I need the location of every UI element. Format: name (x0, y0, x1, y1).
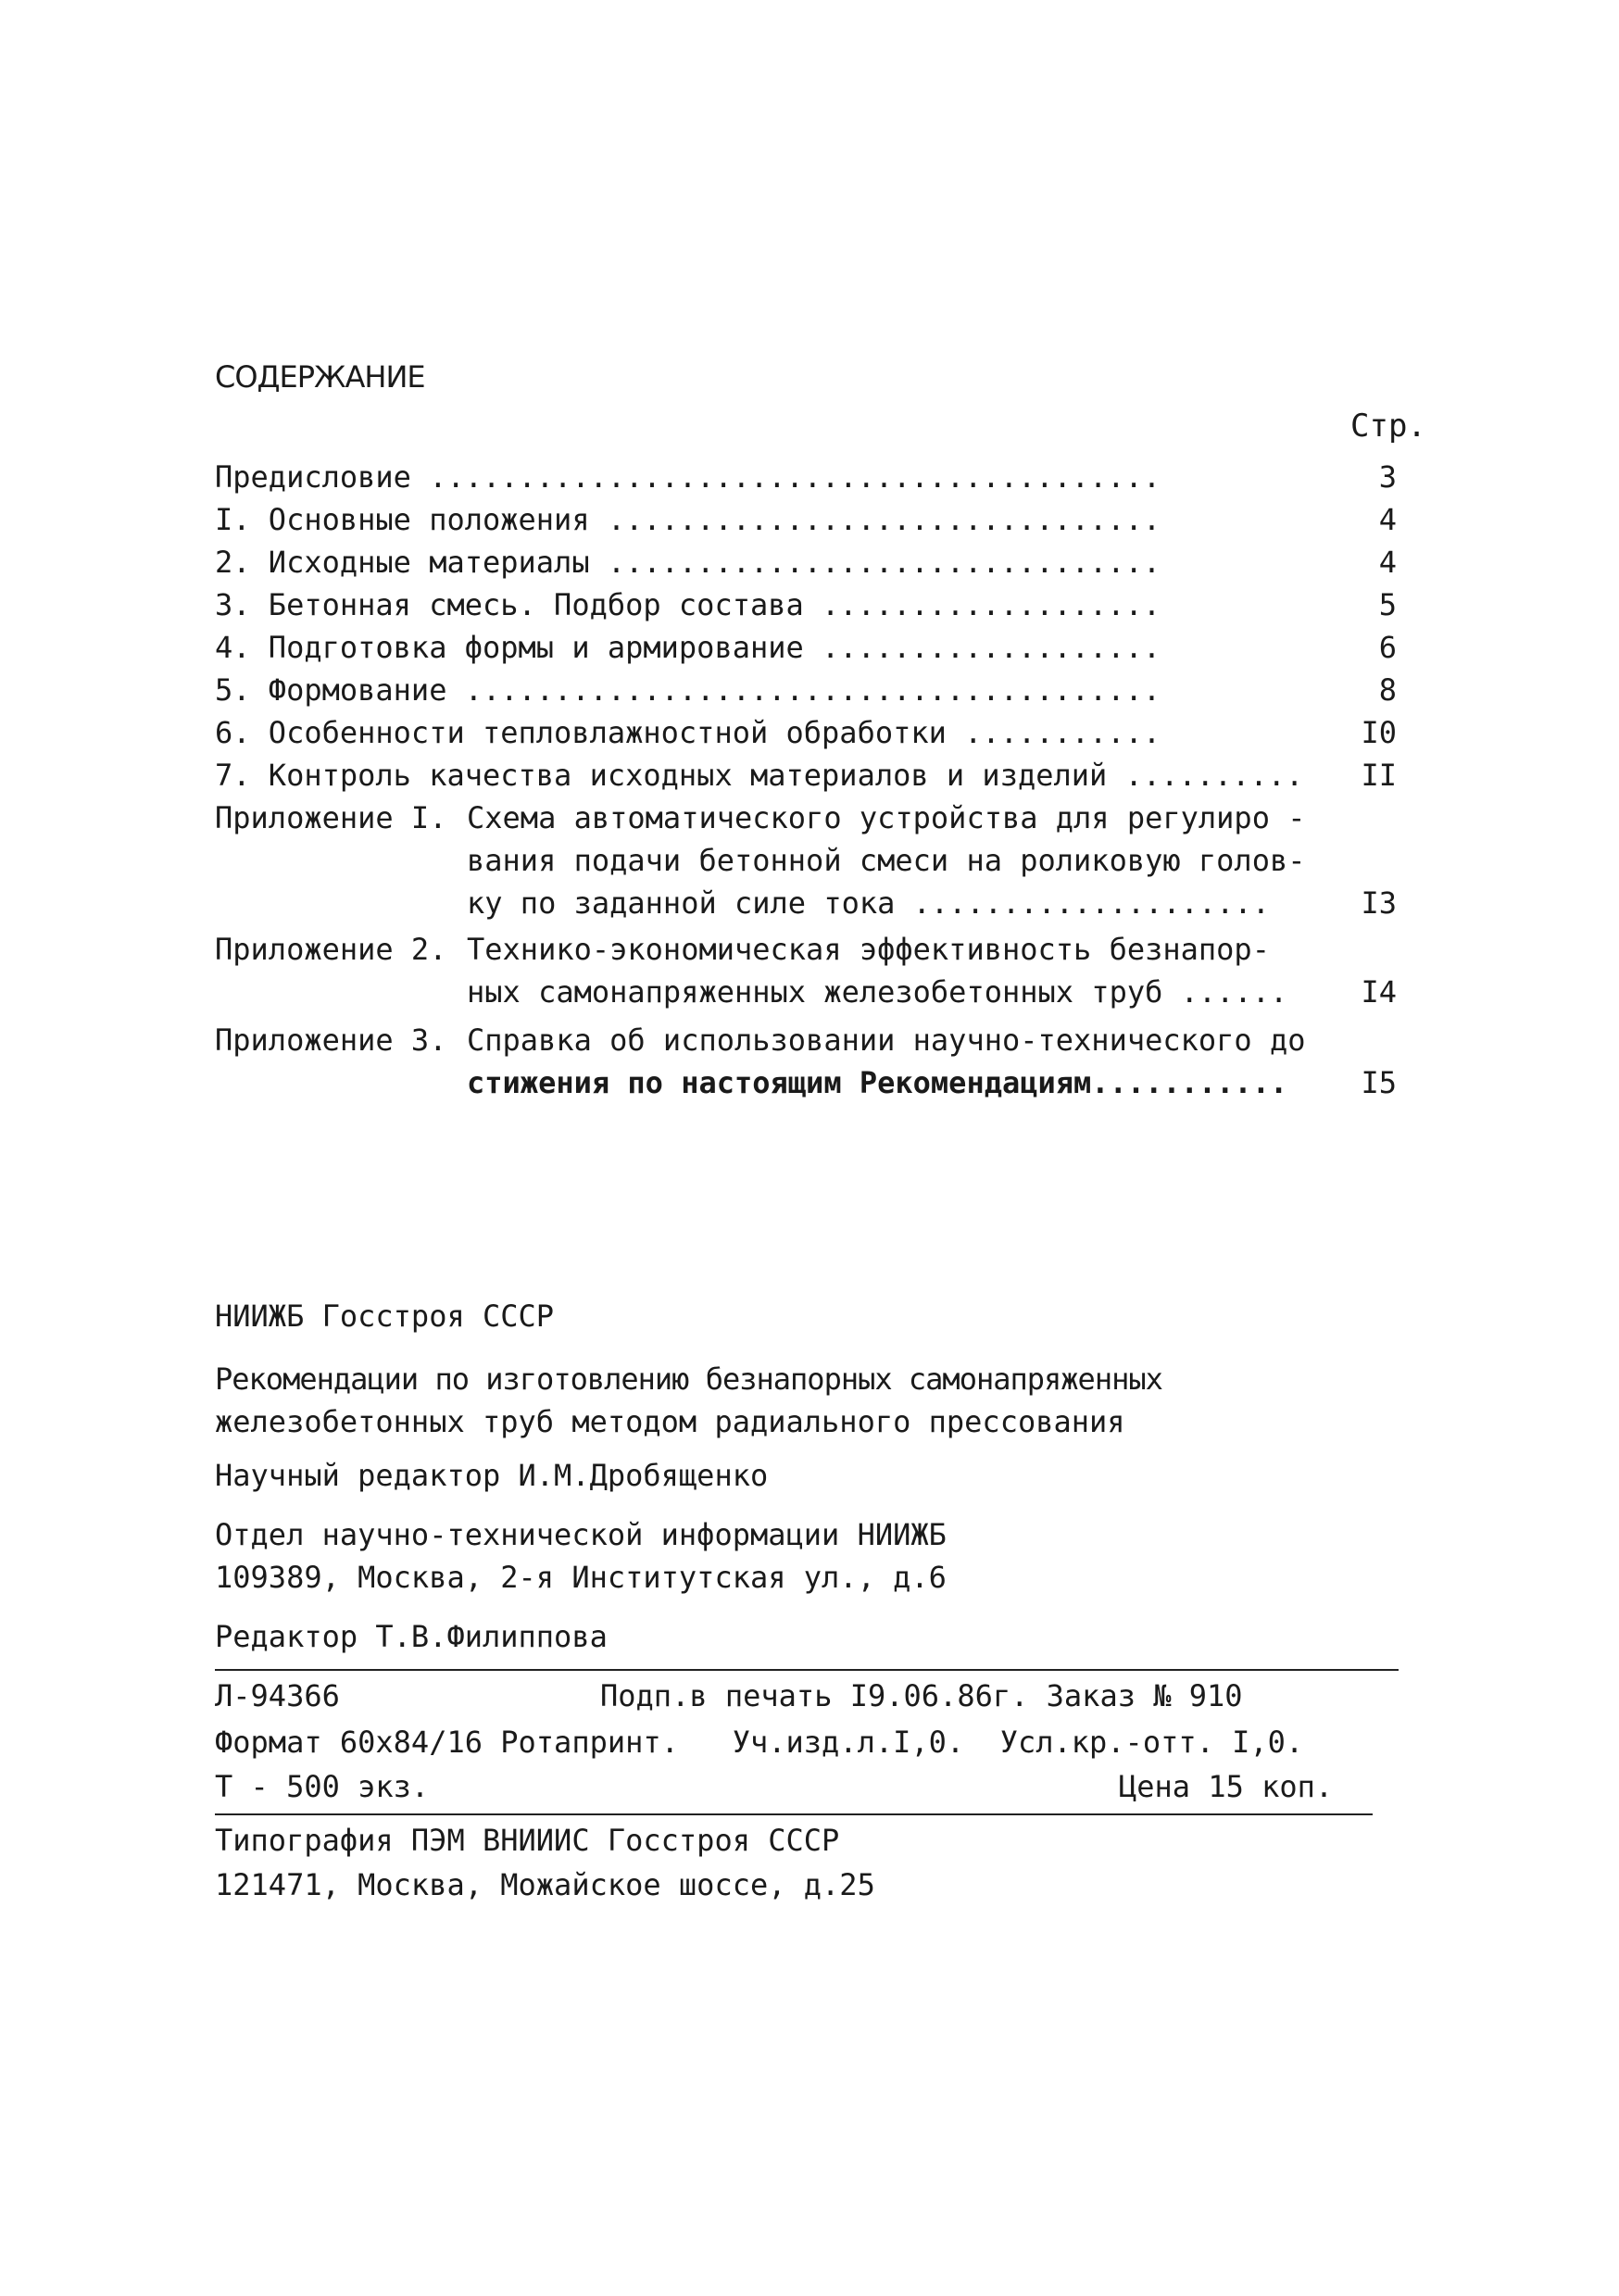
toc-entry-page: 4 (1378, 502, 1397, 537)
imprint-printer-address: 121471, Москва, Можайское шоссе, д.25 (215, 1867, 875, 1902)
toc-entry-page: 3 (1378, 459, 1397, 495)
toc-entry-title: 4. Подготовка формы и армирование ................... (215, 630, 1161, 665)
imprint-license: Л-94366 (215, 1678, 340, 1713)
toc-entry-title: 3. Бетонная смесь. Подбор состава ................... (215, 587, 1161, 622)
divider-top (215, 1669, 1399, 1671)
page-column-label: Стр. (1350, 408, 1426, 445)
appendix-entry (215, 800, 1397, 928)
imprint-department: Отдел научно-технической информации НИИЖБ (215, 1517, 947, 1552)
imprint-printer: Типография ПЭМ ВНИИИС Госстроя СССР (215, 1823, 840, 1858)
appendix-entry (215, 932, 1397, 1017)
imprint-signed: Подп.в печать I9.06.86г. Заказ № 910 (600, 1678, 1243, 1713)
toc-entry-page: 6 (1378, 630, 1397, 665)
toc-entry (215, 502, 1397, 545)
appendix-page: I4 (1361, 974, 1397, 1010)
toc-entry-page: 4 (1378, 545, 1397, 580)
imprint-title-line-1: Рекомендации по изготовлению безнапорных самонапряженных (215, 1361, 1162, 1397)
appendix-line: вания подачи бетонной смеси на роликовую голов- (467, 843, 1306, 878)
appendix-page: I3 (1361, 885, 1397, 921)
appendix-label: Приложение 2. (215, 932, 447, 967)
toc-entry-title: 5. Формование ....................................... (215, 672, 1161, 708)
toc-entry (215, 545, 1397, 587)
imprint-title-line-2: железобетонных труб методом радиального прессования (215, 1404, 1125, 1439)
appendix-line: Справка об использовании научно-технического до (467, 1023, 1306, 1058)
imprint-format: Формат 60х84/16 Ротапринт. Уч.изд.л.I,0. Усл.кр.-отт. I,0. (215, 1725, 1304, 1760)
toc-entry (215, 672, 1397, 715)
appendix-line: Технико-экономическая эффективность безнапор- (467, 932, 1270, 967)
toc-entry-title: 7. Контроль качества исходных материалов и изделий .......... (215, 758, 1304, 793)
toc-entry-page: 8 (1378, 672, 1397, 708)
toc-entry-title: 2. Исходные материалы ............................... (215, 545, 1161, 580)
appendix-line: ку по заданной силе тока .................... (467, 885, 1270, 921)
appendix-line: стижения по настоящим Рекомендациям........... (467, 1065, 1288, 1100)
divider-bottom (215, 1813, 1373, 1815)
toc-entry-page: II (1361, 758, 1397, 793)
appendix-entry (215, 1023, 1397, 1108)
appendix-line: Схема автоматического устройства для регулиро - (467, 800, 1306, 835)
imprint-address: 109389, Москва, 2-я Институтская ул., д.6 (215, 1560, 947, 1595)
imprint-editor: Редактор Т.В.Филиппова (215, 1619, 608, 1654)
appendix-label: Приложение I. (215, 800, 447, 835)
toc-entry (215, 630, 1397, 672)
imprint-organization: НИИЖБ Госстроя СССР (215, 1299, 555, 1334)
contents-heading: СОДЕРЖАНИЕ (215, 359, 425, 395)
appendix-label: Приложение 3. (215, 1023, 447, 1058)
appendix-line: ных самонапряженных железобетонных труб ...... (467, 974, 1288, 1010)
appendix-page: I5 (1361, 1065, 1397, 1100)
toc-entry-page: 5 (1378, 587, 1397, 622)
imprint-price: Цена 15 коп. (1119, 1769, 1334, 1804)
toc-entry (215, 587, 1397, 630)
toc-entry-title: 6. Особенности тепловлажностной обработки ........... (215, 715, 1161, 750)
imprint-print-run: Т - 500 экз. (215, 1769, 430, 1804)
toc-entry-title: I. Основные положения ............................... (215, 502, 1161, 537)
toc-entry-page: I0 (1361, 715, 1397, 750)
toc-entry (215, 758, 1397, 800)
imprint-scientific-editor: Научный редактор И.М.Дробященко (215, 1458, 769, 1493)
toc-entry (215, 715, 1397, 758)
toc-entry-title: Предисловие ......................................... (215, 459, 1161, 495)
toc-entry (215, 459, 1397, 502)
